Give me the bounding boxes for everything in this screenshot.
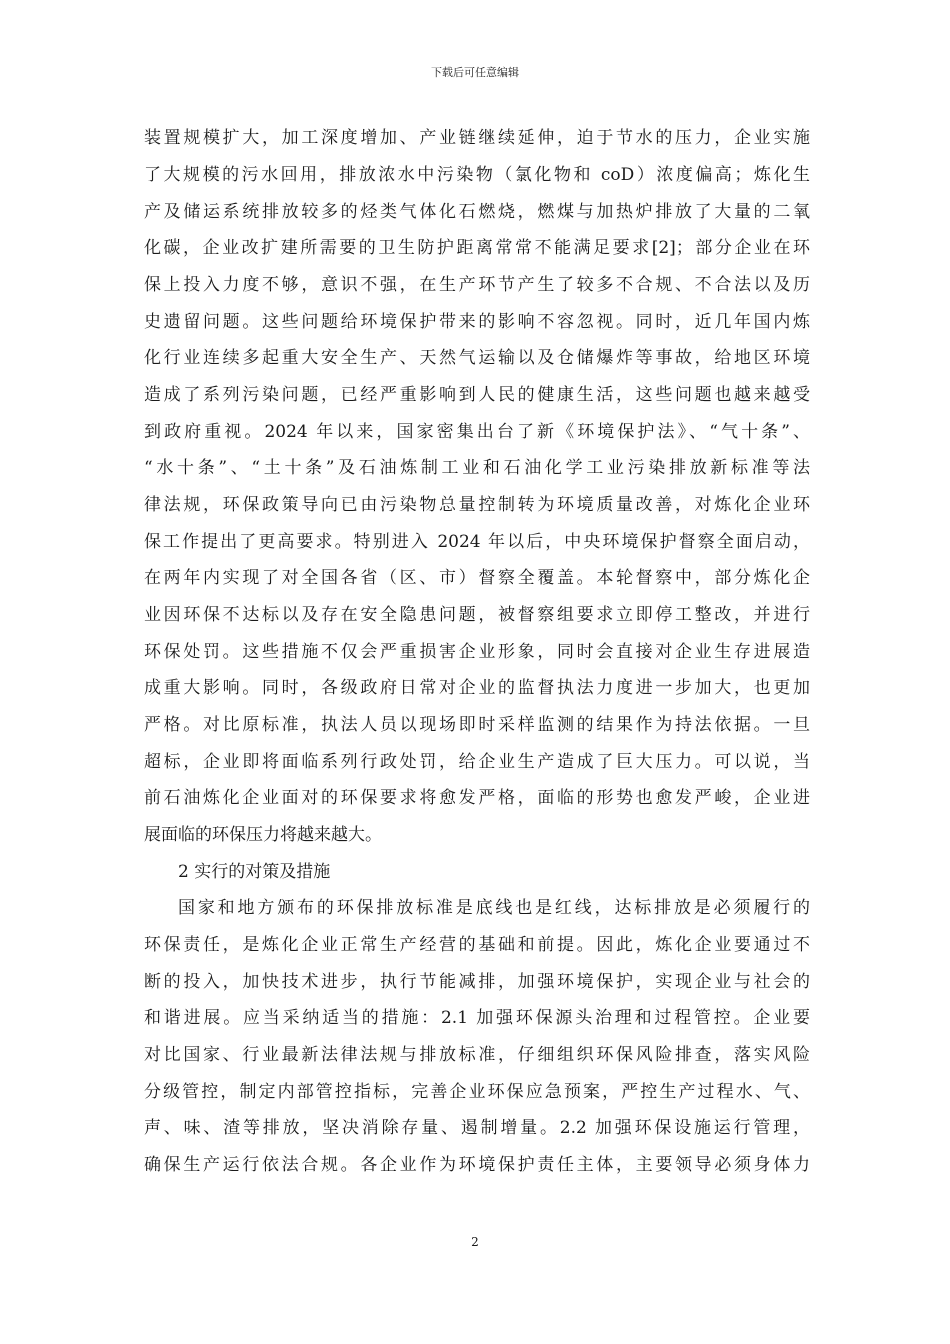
paragraph-line: 装置规模扩大，加工深度增加、产业链继续延伸，迫于节水的压力，企业实施 <box>144 128 810 148</box>
paragraph-line: 断的投入，加快技术进步，执行节能减排，加强环境保护，实现企业与社会的 <box>144 972 810 992</box>
paragraph-line: 前石油炼化企业面对的环保要求将愈发严格，面临的形势也愈发严峻，企业进 <box>144 788 810 808</box>
paragraph-line: 和谐进展。应当采纳适当的措施：2.1 加强环保源头治理和过程管控。企业要 <box>144 1008 810 1028</box>
section-heading: 2 实行的对策及措施 <box>178 862 331 882</box>
paragraph-line: 超标，企业即将面临系列行政处罚，给企业生产造成了巨大压力。可以说，当 <box>144 752 810 772</box>
paragraph-line: “水十条”、“土十条”及石油炼制工业和石油化学工业污染排放新标准等法 <box>144 458 810 478</box>
paragraph-line: 在两年内实现了对全国各省（区、市）督察全覆盖。本轮督察中，部分炼化企 <box>144 568 810 588</box>
paragraph-line: 严格。对比原标准，执法人员以现场即时采样监测的结果作为持法依据。一旦 <box>144 715 810 735</box>
paragraph-line: 产及储运系统排放较多的烃类气体化石燃烧，燃煤与加热炉排放了大量的二氧 <box>144 202 810 222</box>
paragraph-line: 业因环保不达标以及存在安全隐患问题，被督察组要求立即停工整改，并进行 <box>144 605 810 625</box>
paragraph-line: 国家和地方颁布的环保排放标准是底线也是红线，达标排放是必须履行的 <box>178 898 810 918</box>
paragraph-line: 成重大影响。同时，各级政府日常对企业的监督执法力度进一步加大，也更加 <box>144 678 810 698</box>
paragraph-line: 史遗留问题。这些问题给环境保护带来的影响不容忽视。同时，近几年国内炼 <box>144 312 810 332</box>
paragraph-line: 化行业连续多起重大安全生产、天然气运输以及仓储爆炸等事故，给地区环境 <box>144 348 810 368</box>
paragraph-line: 化碳，企业改扩建所需要的卫生防护距离常常不能满足要求[2]；部分企业在环 <box>144 238 810 258</box>
paragraph-line: 确保生产运行依法合规。各企业作为环境保护责任主体，主要领导必须身体力 <box>144 1155 810 1175</box>
paragraph-line: 保上投入力度不够，意识不强，在生产环节产生了较多不合规、不合法以及历 <box>144 275 810 295</box>
paragraph-line: 造成了系列污染问题，已经严重影响到人民的健康生活，这些问题也越来越受 <box>144 385 810 405</box>
page-number: 2 <box>471 1235 479 1249</box>
paragraph-line: 了大规模的污水回用，排放浓水中污染物（氯化物和 coD）浓度偏高；炼化生 <box>144 165 810 185</box>
paragraph-line: 保工作提出了更高要求。特别进入 2024 年以后，中央环境保护督察全面启动， <box>144 532 810 552</box>
paragraph-line: 环保处罚。这些措施不仅会严重损害企业形象，同时会直接对企业生存进展造 <box>144 642 810 662</box>
paragraph-line: 律法规，环保政策导向已由污染物总量控制转为环境质量改善，对炼化企业环 <box>144 495 810 515</box>
paragraph-line: 环保责任，是炼化企业正常生产经营的基础和前提。因此，炼化企业要通过不 <box>144 935 810 955</box>
paragraph-line: 到政府重视。2024 年以来，国家密集出台了新《环境保护法》、“气十条”、 <box>144 422 810 442</box>
paragraph-line: 声、味、渣等排放，坚决消除存量、遏制增量。2.2 加强环保设施运行管理， <box>144 1118 810 1138</box>
paragraph-line: 展面临的环保压力将越来越大。 <box>144 825 382 845</box>
page-header: 下载后可任意编辑 <box>431 66 519 79</box>
paragraph-line: 分级管控，制定内部管控指标，完善企业环保应急预案，严控生产过程水、气、 <box>144 1082 810 1102</box>
paragraph-line: 对比国家、行业最新法律法规与排放标准，仔细组织环保风险排查，落实风险 <box>144 1045 810 1065</box>
